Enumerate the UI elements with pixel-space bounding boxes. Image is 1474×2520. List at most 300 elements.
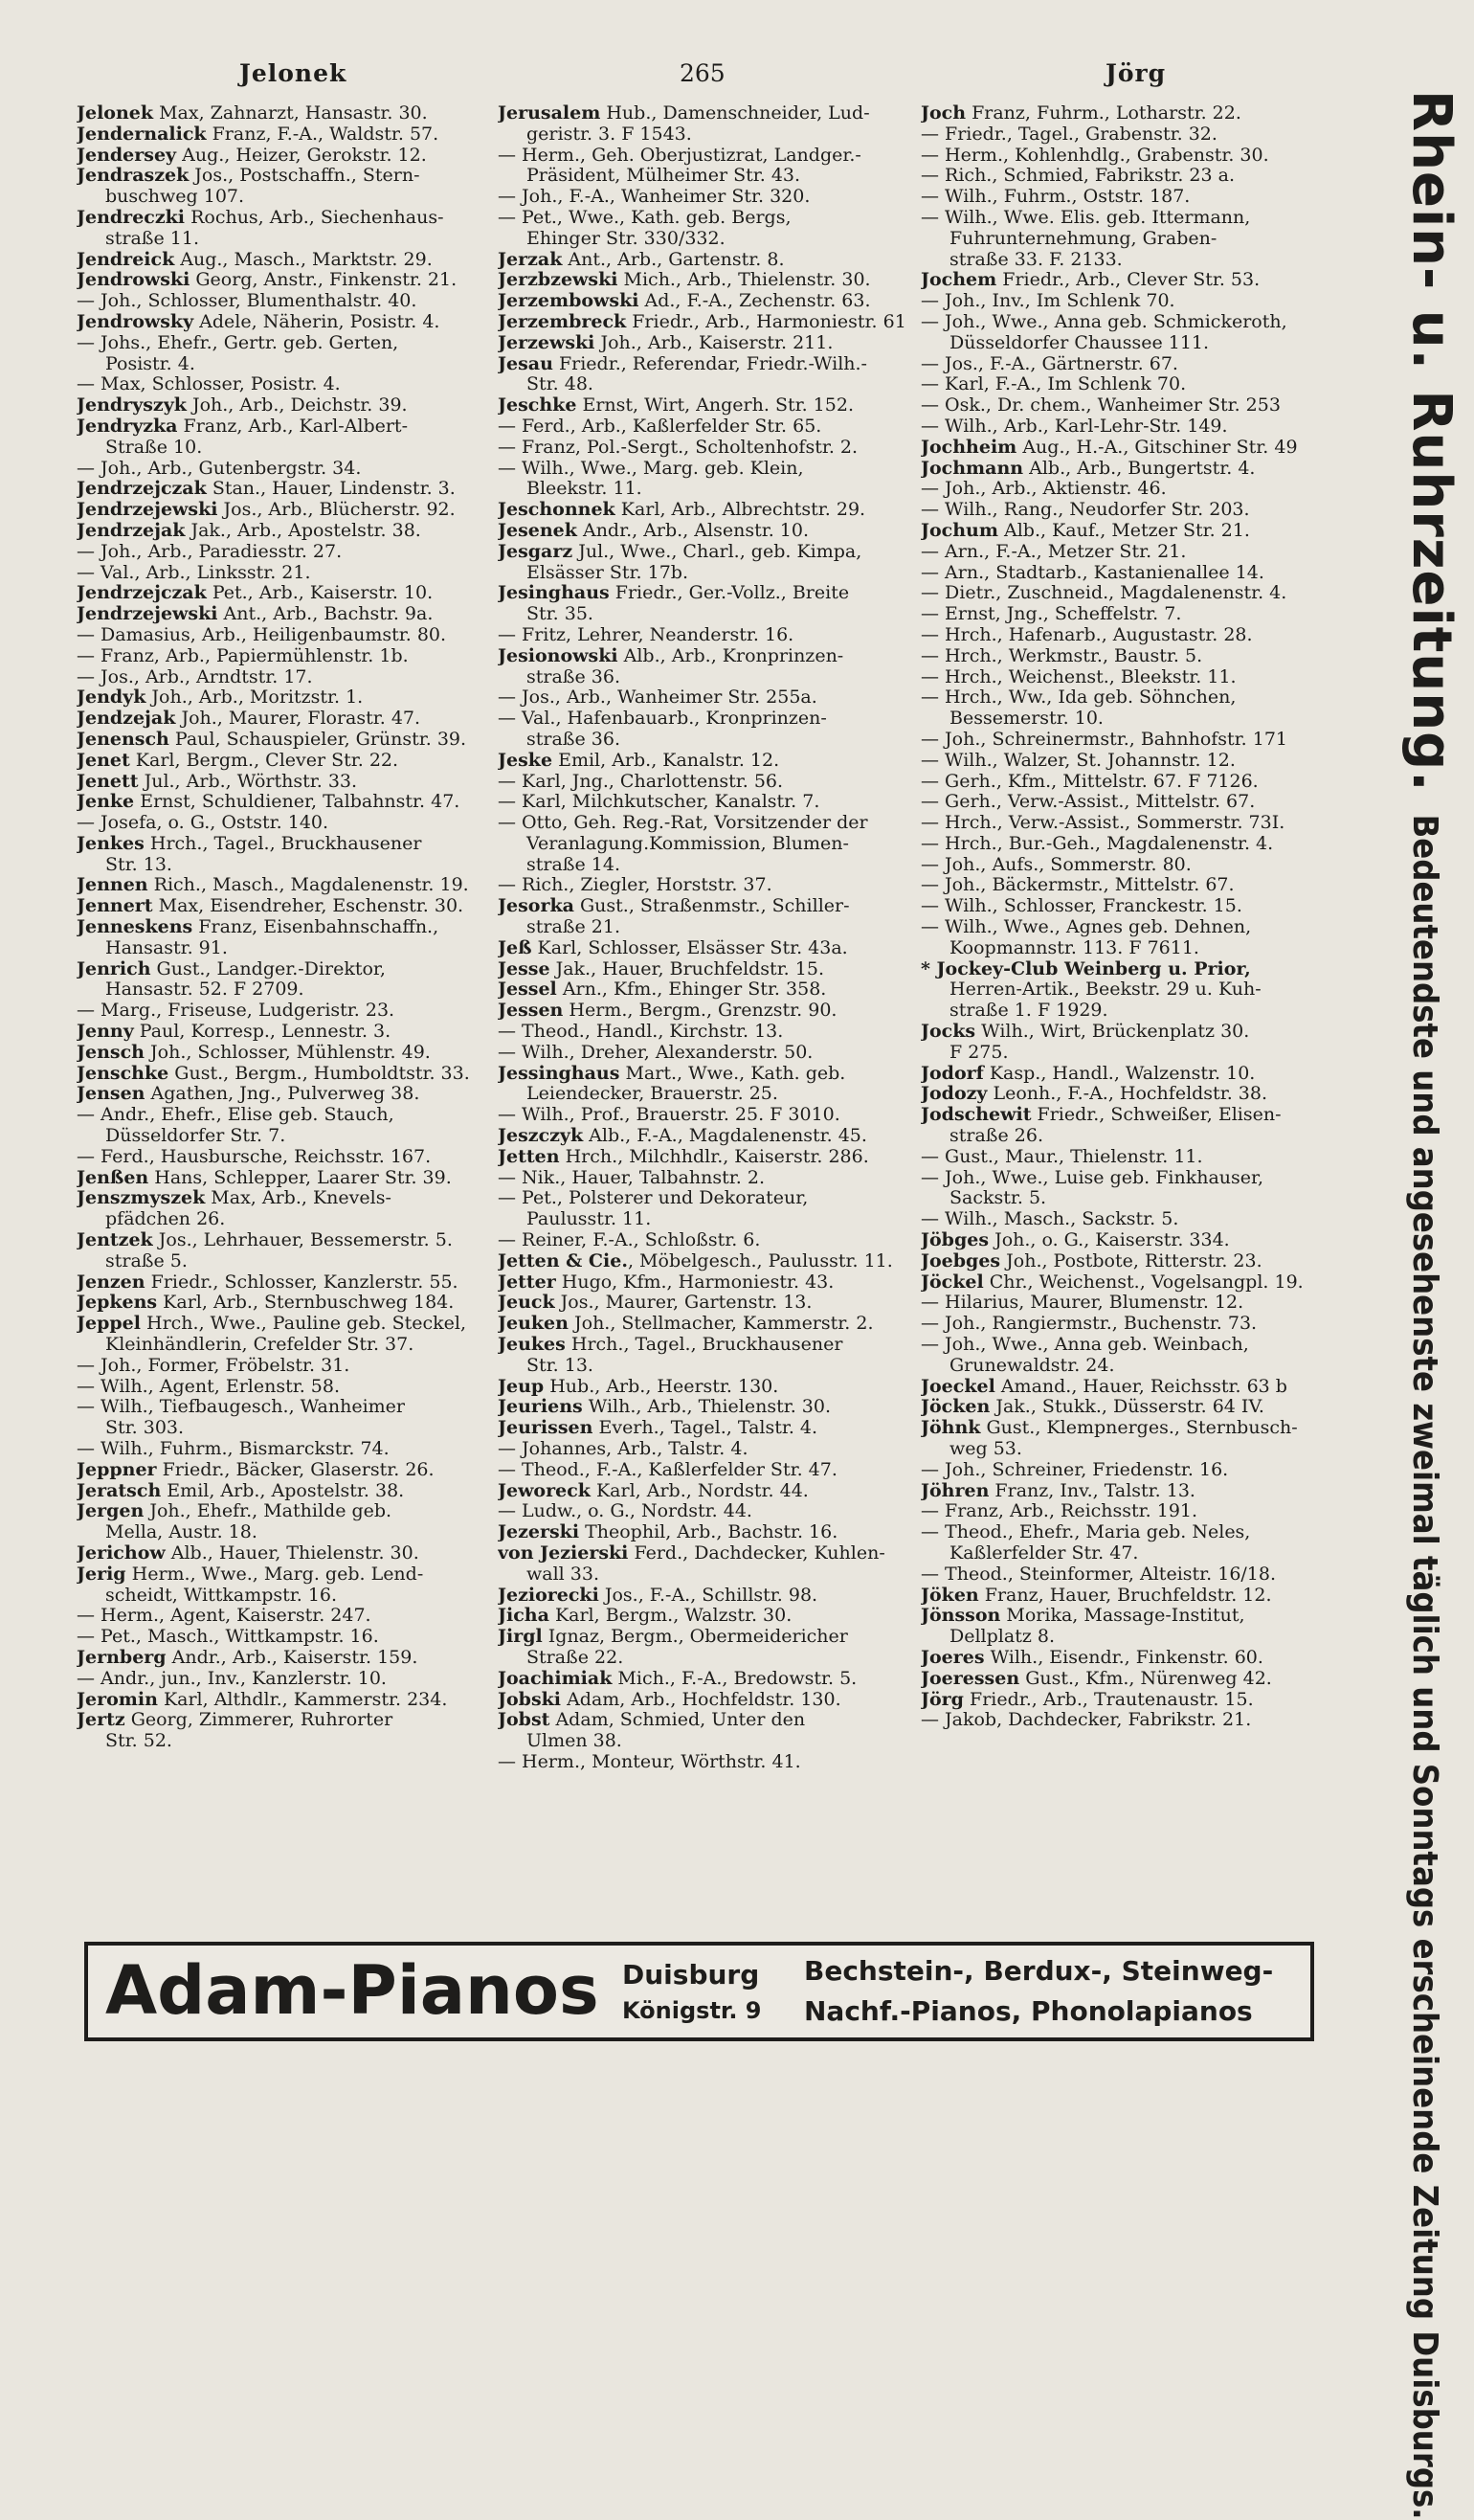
entry-continuation: Straße 22. xyxy=(526,1647,624,1668)
entry-surname: Joachimiak xyxy=(498,1668,613,1689)
directory-entry xyxy=(921,1105,1342,1126)
directory-entry xyxy=(77,1356,488,1377)
directory-entry xyxy=(498,959,919,980)
entry-details: Karl, Arb., Sternbuschweg 184. xyxy=(157,1293,455,1314)
directory-entry xyxy=(498,1439,919,1460)
directory-entry xyxy=(921,1084,1342,1105)
directory-entry xyxy=(77,1397,488,1418)
entry-details: Mich., F.-A., Bredowstr. 5. xyxy=(612,1668,858,1689)
directory-entry xyxy=(498,646,919,667)
entry-details: Ad., F.-A., Zechenstr. 63. xyxy=(638,291,871,312)
entry-continuation: Veranlagung.Kommission, Blumen- xyxy=(526,833,849,854)
header-left-catchword: Jelonek xyxy=(239,59,347,87)
entry-surname: Jörg xyxy=(921,1689,964,1710)
entry-details: — Dietr., Zuschneid., Magdalenenstr. 4. xyxy=(921,583,1287,604)
directory-entry xyxy=(498,103,919,124)
entry-surname: Jerig xyxy=(77,1564,126,1585)
directory-entry xyxy=(498,1022,919,1043)
directory-entry xyxy=(77,1669,488,1690)
directory-entry xyxy=(921,667,1342,688)
directory-entry xyxy=(77,1418,488,1439)
entry-details: — Jakob, Dachdecker, Fabrikstr. 21. xyxy=(921,1710,1252,1731)
ad-city: Duisburg xyxy=(622,1959,760,1991)
entry-details: — Val., Hafenbauarb., Kronprinzen- xyxy=(498,709,827,730)
directory-entry xyxy=(77,604,488,625)
entry-details: — Pet., Masch., Wittkampstr. 16. xyxy=(77,1627,379,1648)
entry-details: — Wilh., Arb., Karl-Lehr-Str. 149. xyxy=(921,416,1228,437)
entry-surname: Jendrzejewski xyxy=(77,604,218,625)
entry-details: Alb., F.-A., Magdalenenstr. 45. xyxy=(583,1126,867,1147)
entry-details: Alb., Arb., Bungertstr. 4. xyxy=(1023,458,1256,479)
entry-details: — Wilh., Rang., Neudorfer Str. 203. xyxy=(921,500,1250,521)
entry-details: — Joh., Schreinermstr., Bahnhofstr. 171 xyxy=(921,729,1288,750)
entry-details: — Gerh., Kfm., Mittelstr. 67. F 7126. xyxy=(921,771,1259,792)
entry-surname: Jenensch xyxy=(77,729,169,750)
entry-details: Joh., Arb., Moritzstr. 1. xyxy=(145,687,364,709)
entry-details: Friedr., Arb., Harmoniestr. 61 xyxy=(626,311,906,332)
entry-continuation: straße 5. xyxy=(105,1250,188,1271)
entry-details: Everh., Tagel., Talstr. 4. xyxy=(592,1418,818,1439)
directory-entry xyxy=(77,646,488,667)
entry-details: Joh., Maurer, Florastr. 47. xyxy=(175,709,421,730)
entry-continuation: Elsässer Str. 17b. xyxy=(526,562,688,583)
entry-details: Amand., Hauer, Reichsstr. 63 b xyxy=(994,1376,1287,1397)
entry-details: Max, Eisendreher, Eschenstr. 30. xyxy=(152,896,464,917)
directory-entry xyxy=(77,1460,488,1481)
entry-details: — Herm., Kohlenhdlg., Grabenstr. 30. xyxy=(921,145,1269,166)
entry-details: — Joh., Schreiner, Friedenstr. 16. xyxy=(921,1459,1229,1480)
directory-entry xyxy=(498,1209,919,1230)
entry-surname: Joeressen xyxy=(921,1668,1020,1689)
entry-surname: Jeszczyk xyxy=(498,1126,584,1147)
directory-entry xyxy=(77,103,488,124)
directory-entry xyxy=(498,374,919,395)
entry-continuation: weg 53. xyxy=(949,1439,1022,1459)
entry-details: — Wilh., Walzer, St. Johannstr. 12. xyxy=(921,750,1236,771)
directory-entry xyxy=(77,374,488,395)
side-title: Rhein- u. Ruhrzeitung. xyxy=(1400,90,1463,793)
entry-details: Joh., Stellmacher, Kammerstr. 2. xyxy=(568,1314,874,1335)
advertisement-box xyxy=(84,1942,1314,2041)
directory-entry xyxy=(77,1314,488,1335)
directory-entry xyxy=(77,187,488,208)
entry-details: Kasp., Handl., Walzenstr. 10. xyxy=(983,1063,1256,1084)
entry-details: Mart., Wwe., Kath. geb. xyxy=(619,1063,846,1084)
directory-entry xyxy=(77,1710,488,1731)
entry-surname: Jetter xyxy=(498,1271,556,1293)
entry-surname: von Jezierski xyxy=(498,1542,629,1564)
page-number: 265 xyxy=(680,59,726,87)
entry-surname: Jerusalem xyxy=(498,103,601,124)
entry-surname: Jeurissen xyxy=(498,1418,593,1439)
entry-details: Mich., Arb., Thielenstr. 30. xyxy=(617,270,871,291)
entry-surname: Jezerski xyxy=(498,1522,580,1543)
directory-entry xyxy=(77,855,488,876)
directory-entry xyxy=(498,1669,919,1690)
directory-entry xyxy=(77,896,488,917)
directory-entry xyxy=(921,855,1342,876)
entry-continuation: Bessemerstr. 10. xyxy=(949,709,1104,730)
directory-entry xyxy=(77,1043,488,1064)
entry-details: — Wilh., Fuhrm., Oststr. 187. xyxy=(921,187,1191,208)
entry-continuation: Düsseldorfer Chaussee 111. xyxy=(949,332,1210,353)
directory-entry xyxy=(921,1251,1342,1272)
entry-surname: Jicha xyxy=(498,1606,549,1627)
directory-entry xyxy=(77,875,488,896)
directory-entry xyxy=(921,124,1342,146)
directory-entry xyxy=(921,1586,1342,1607)
directory-entry xyxy=(921,438,1342,459)
directory-entry xyxy=(77,1522,488,1543)
directory-entry xyxy=(921,354,1342,375)
entry-details: Emil, Arb., Apostelstr. 38. xyxy=(161,1480,405,1501)
entry-continuation: Ulmen 38. xyxy=(526,1731,622,1752)
directory-entry xyxy=(77,250,488,271)
entry-details: Karl, Bergm., Clever Str. 22. xyxy=(129,750,399,771)
entry-details: — Joh., F.-A., Wanheimer Str. 320. xyxy=(498,187,811,208)
entry-details: — Joh., Arb., Gutenbergstr. 34. xyxy=(77,458,362,479)
directory-entry xyxy=(77,1064,488,1085)
directory-entry xyxy=(498,687,919,709)
directory-entry xyxy=(921,416,1342,438)
directory-entry xyxy=(77,1481,488,1502)
entry-continuation: Str. 303. xyxy=(105,1418,185,1439)
directory-entry xyxy=(498,270,919,291)
directory-entry xyxy=(498,438,919,459)
directory-entry xyxy=(77,500,488,521)
directory-entry xyxy=(77,1168,488,1189)
directory-entry xyxy=(921,687,1342,709)
entry-surname: Jeppel xyxy=(77,1314,141,1335)
directory-entry xyxy=(498,772,919,793)
entry-surname: Jendreick xyxy=(77,249,175,270)
entry-details: — Joh., Wwe., Anna geb. Schmickeroth, xyxy=(921,311,1287,332)
directory-entry xyxy=(498,1710,919,1731)
directory-entry xyxy=(498,1188,919,1209)
directory-entry xyxy=(921,459,1342,480)
directory-entry xyxy=(498,1168,919,1189)
entry-surname: Jeschonnek xyxy=(498,500,615,521)
directory-entry xyxy=(498,1314,919,1335)
entry-details: Joh., Ehefr., Mathilde geb. xyxy=(144,1501,392,1522)
directory-entry xyxy=(921,1439,1342,1460)
entry-details: — Wilh., Masch., Sackstr. 5. xyxy=(921,1209,1179,1230)
directory-entry xyxy=(921,1481,1342,1502)
directory-entry xyxy=(498,896,919,917)
directory-entry xyxy=(921,1147,1342,1168)
directory-entry xyxy=(77,416,488,438)
entry-details: Franz, F.-A., Waldstr. 57. xyxy=(206,124,439,145)
entry-details: — Damasius, Arb., Heiligenbaumstr. 80. xyxy=(77,624,447,645)
entry-details: — Arn., Stadtarb., Kastanienallee 14. xyxy=(921,562,1264,583)
entry-surname: Jendreczki xyxy=(77,207,186,228)
directory-entry xyxy=(921,1356,1342,1377)
entry-details: Hub., Damenschneider, Lud- xyxy=(600,103,870,124)
entry-surname: Jesau xyxy=(498,353,553,374)
directory-entry xyxy=(921,250,1342,271)
directory-entry xyxy=(921,1335,1342,1356)
directory-entry xyxy=(498,521,919,542)
entry-surname: Jendrowsky xyxy=(77,311,194,332)
entry-surname: Jetten & Cie. xyxy=(498,1250,628,1271)
entry-details: Jos., Arb., Blücherstr. 92. xyxy=(217,500,456,521)
entry-details: Friedr., Bäcker, Glaserstr. 26. xyxy=(156,1459,435,1480)
entry-surname: Jentzek xyxy=(77,1230,153,1251)
entry-details: — Rich., Schmied, Fabrikstr. 23 a. xyxy=(921,166,1235,187)
directory-entry xyxy=(921,229,1342,250)
entry-details: — Joh., Former, Fröbelstr. 31. xyxy=(77,1355,350,1376)
directory-entry xyxy=(77,333,488,354)
directory-entry xyxy=(921,166,1342,187)
entry-details: Gust., Kfm., Nürenweg 42. xyxy=(1019,1668,1272,1689)
entry-details: — Franz, Arb., Reichsstr. 191. xyxy=(921,1501,1198,1522)
directory-entry xyxy=(77,166,488,187)
directory-entry xyxy=(77,625,488,646)
directory-entry xyxy=(921,875,1342,896)
entry-details: , Möbelgesch., Paulusstr. 11. xyxy=(627,1250,893,1271)
directory-entry xyxy=(498,813,919,834)
directory-entry xyxy=(921,374,1342,395)
entry-surname: Jöcken xyxy=(921,1397,991,1418)
directory-entry xyxy=(921,1690,1342,1711)
directory-entry xyxy=(921,1418,1342,1439)
entry-details: Friedr., Schlosser, Kanzlerstr. 55. xyxy=(145,1271,458,1293)
directory-entry xyxy=(921,208,1342,229)
directory-entry xyxy=(921,583,1342,604)
entry-details: Alb., Hauer, Thielenstr. 30. xyxy=(165,1542,419,1564)
directory-entry xyxy=(921,1022,1342,1043)
entry-surname: Jöckel xyxy=(921,1271,984,1293)
directory-entry xyxy=(498,938,919,959)
directory-entry xyxy=(921,1627,1342,1648)
ad-brand: Adam-Pianos xyxy=(105,1951,599,2030)
entry-details: Gust., Straßenmstr., Schiller- xyxy=(573,896,850,917)
entry-details: — Johannes, Arb., Talstr. 4. xyxy=(498,1439,748,1459)
entry-details: Wilh., Eisendr., Finkenstr. 60. xyxy=(984,1647,1263,1668)
entry-continuation: straße 36. xyxy=(526,666,620,687)
entry-details: — Hrch., Verw.-Assist., Sommerstr. 73I. xyxy=(921,813,1285,834)
entry-continuation: straße 26. xyxy=(949,1126,1043,1147)
entry-details: — Wilh., Agent, Erlenstr. 58. xyxy=(77,1376,341,1397)
entry-surname: Jenrich xyxy=(77,958,151,979)
entry-surname: Jöhren xyxy=(921,1480,990,1501)
entry-surname: Jochum xyxy=(921,520,998,541)
entry-continuation: Fuhrunternehmung, Graben- xyxy=(949,228,1217,249)
entry-details: — Wilh., Tiefbaugesch., Wanheimer xyxy=(77,1397,405,1418)
entry-details: Herm., Wwe., Marg. geb. Lend- xyxy=(125,1564,424,1585)
entry-continuation: straße 33. F. 2133. xyxy=(949,249,1123,270)
directory-entry xyxy=(77,1501,488,1522)
entry-details: — Johs., Ehefr., Gertr. geb. Gerten, xyxy=(77,332,399,353)
directory-entry xyxy=(498,312,919,333)
entry-details: Stan., Hauer, Lindenstr. 3. xyxy=(206,479,456,500)
directory-entry xyxy=(77,1627,488,1648)
directory-entry xyxy=(921,772,1342,793)
directory-entry xyxy=(921,521,1342,542)
entry-details: Franz, Hauer, Bruchfeldstr. 12. xyxy=(978,1585,1272,1606)
entry-surname: Jeup xyxy=(498,1376,545,1397)
entry-details: — Friedr., Tagel., Grabenstr. 32. xyxy=(921,124,1217,145)
directory-entry xyxy=(498,583,919,604)
directory-entry xyxy=(921,1314,1342,1335)
entry-details: Max, Zahnarzt, Hansastr. 30. xyxy=(153,103,428,124)
entry-continuation: Dellplatz 8. xyxy=(949,1627,1056,1648)
entry-details: Jos., F.-A., Schillstr. 98. xyxy=(598,1585,818,1606)
entry-details: — Osk., Dr. chem., Wanheimer Str. 253 xyxy=(921,395,1281,416)
entry-details: Gust., Bergm., Humboldtstr. 33. xyxy=(168,1063,470,1084)
entry-details: Pet., Arb., Kaiserstr. 10. xyxy=(206,583,434,604)
entry-details: Arn., Kfm., Ehinger Str. 358. xyxy=(556,979,827,1001)
entry-continuation: straße 21. xyxy=(526,917,620,938)
entry-surname: Jendryzka xyxy=(77,416,178,437)
directory-entry xyxy=(921,563,1342,584)
directory-entry xyxy=(77,1147,488,1168)
entry-details: — Wilh., Wwe., Agnes geb. Dehnen, xyxy=(921,917,1252,938)
directory-entry xyxy=(77,438,488,459)
directory-entry xyxy=(498,667,919,688)
directory-entry xyxy=(498,459,919,480)
entry-details: — Joh., Arb., Paradiesstr. 27. xyxy=(77,541,343,562)
entry-details: — Joh., Rangiermstr., Buchenstr. 73. xyxy=(921,1314,1258,1335)
directory-entry xyxy=(921,1648,1342,1669)
entry-details: Joh., Arb., Deichstr. 39. xyxy=(186,395,408,416)
directory-entry xyxy=(921,1501,1342,1522)
directory-entry xyxy=(498,1564,919,1586)
entry-continuation: Posistr. 4. xyxy=(105,353,195,374)
entry-details: Franz, Fuhrm., Lotharstr. 22. xyxy=(966,103,1241,124)
entry-details: Ant., Arb., Gartenstr. 8. xyxy=(562,249,785,270)
directory-entry xyxy=(77,1105,488,1126)
directory-entry xyxy=(498,187,919,208)
directory-entry xyxy=(77,1335,488,1356)
entry-surname: Jeuck xyxy=(498,1293,555,1314)
directory-entry xyxy=(498,563,919,584)
entry-details: Adam, Arb., Hochfeldstr. 130. xyxy=(561,1689,841,1710)
directory-entry xyxy=(498,834,919,855)
directory-entry xyxy=(921,1043,1342,1064)
entry-details: Georg, Zimmerer, Ruhrorter xyxy=(124,1710,393,1731)
directory-entry xyxy=(921,625,1342,646)
entry-surname: Jochem xyxy=(921,270,997,291)
entry-details: Franz, Eisenbahnschaffn., xyxy=(192,917,439,938)
directory-entry xyxy=(77,687,488,709)
entry-details: Leonh., F.-A., Hochfeldstr. 38. xyxy=(987,1084,1267,1105)
directory-entry xyxy=(498,1043,919,1064)
entry-details: Emil, Arb., Kanalstr. 12. xyxy=(552,750,780,771)
directory-entry xyxy=(77,917,488,938)
entry-surname: Jergen xyxy=(77,1501,145,1522)
entry-continuation: Mella, Austr. 18. xyxy=(105,1522,257,1543)
entry-surname: Jeschke xyxy=(498,395,577,416)
entry-continuation: straße 36. xyxy=(526,729,620,750)
directory-entry xyxy=(498,792,919,813)
column-3 xyxy=(921,103,1342,1731)
directory-entry xyxy=(498,1147,919,1168)
directory-entry xyxy=(77,959,488,980)
directory-entry xyxy=(77,479,488,500)
entry-details: Alb., Arb., Kronprinzen- xyxy=(617,645,844,666)
directory-entry xyxy=(921,1522,1342,1543)
directory-entry xyxy=(921,1377,1342,1398)
entry-continuation: Kaßlerfelder Str. 47. xyxy=(949,1542,1139,1564)
entry-surname: Jendrzejewski xyxy=(77,500,218,521)
entry-details: — Arn., F.-A., Metzer Str. 21. xyxy=(921,541,1187,562)
directory-entry xyxy=(921,751,1342,772)
ad-line-2: Nachf.-Pianos, Phonolapianos xyxy=(804,1995,1253,2027)
entry-surname: Jesinghaus xyxy=(498,583,610,604)
directory-entry xyxy=(498,855,919,876)
entry-details: — Hilarius, Maurer, Blumenstr. 12. xyxy=(921,1293,1244,1314)
directory-entry xyxy=(77,1022,488,1043)
directory-entry xyxy=(921,730,1342,751)
entry-surname: Jensen xyxy=(77,1084,145,1105)
ad-street: Königstr. 9 xyxy=(622,1997,762,2024)
directory-entry xyxy=(921,1460,1342,1481)
entry-details: Friedr., Referendar, Friedr.-Wilh.- xyxy=(552,353,867,374)
header-right-catchword: Jörg xyxy=(1106,59,1167,87)
entry-continuation: straße 11. xyxy=(105,228,199,249)
entry-details: — Pet., Wwe., Kath. geb. Bergs, xyxy=(498,207,792,228)
entry-details: — Pet., Polsterer und Dekorateur, xyxy=(498,1188,809,1209)
entry-continuation: Paulusstr. 11. xyxy=(526,1209,652,1230)
directory-entry xyxy=(77,583,488,604)
entry-surname: Jochheim xyxy=(921,437,1017,458)
directory-entry xyxy=(498,1522,919,1543)
directory-entry xyxy=(498,229,919,250)
entry-surname: Jendrzejczak xyxy=(77,479,207,500)
entry-details: Jul., Arb., Wörthstr. 33. xyxy=(138,771,358,792)
directory-entry xyxy=(77,229,488,250)
entry-surname: Jessen xyxy=(498,1001,564,1022)
entry-surname: Jesse xyxy=(498,958,550,979)
entry-details: Andr., Arb., Alsenstr. 10. xyxy=(576,520,810,541)
entry-details: — Franz, Pol.-Sergt., Scholtenhofstr. 2. xyxy=(498,437,859,458)
directory-entry xyxy=(498,1064,919,1085)
entry-details: Jak., Hauer, Bruchfeldstr. 15. xyxy=(549,958,824,979)
directory-entry xyxy=(77,792,488,813)
entry-surname: Jesenek xyxy=(498,520,577,541)
entry-details: — Gerh., Verw.-Assist., Mittelstr. 67. xyxy=(921,792,1256,813)
entry-continuation: F 275. xyxy=(949,1042,1009,1063)
entry-surname: Jerzewski xyxy=(498,332,595,353)
directory-entry xyxy=(77,1126,488,1147)
entry-details: Friedr., Arb., Clever Str. 53. xyxy=(996,270,1261,291)
directory-entry xyxy=(77,312,488,333)
entry-continuation: Grunewaldstr. 24. xyxy=(949,1355,1115,1376)
directory-entry xyxy=(77,1648,488,1669)
directory-entry xyxy=(498,124,919,146)
directory-entry xyxy=(498,1752,919,1773)
column-2 xyxy=(498,103,919,1773)
entry-details: — Wilh., Wwe., Marg. geb. Klein, xyxy=(498,458,804,479)
entry-surname: Jensch xyxy=(77,1042,145,1063)
directory-entry xyxy=(921,103,1342,124)
entry-continuation: Koopmannstr. 113. F 7611. xyxy=(949,937,1199,958)
directory-entry xyxy=(921,1064,1342,1085)
entry-surname: Jetten xyxy=(498,1146,560,1167)
directory-entry xyxy=(921,500,1342,521)
directory-entry xyxy=(77,1230,488,1251)
directory-entry xyxy=(498,1126,919,1147)
entry-surname: Jennert xyxy=(77,896,153,917)
directory-entry xyxy=(498,751,919,772)
entry-continuation: Kleinhändlerin, Crefelder Str. 37. xyxy=(105,1335,414,1356)
entry-details: — Joh., Wwe., Anna geb. Weinbach, xyxy=(921,1335,1249,1356)
entry-details: Jos., Postschaffn., Stern- xyxy=(189,166,420,187)
directory-entry xyxy=(921,1230,1342,1251)
entry-continuation: Str. 13. xyxy=(526,1355,593,1376)
entry-surname: Jeworeck xyxy=(498,1480,591,1501)
